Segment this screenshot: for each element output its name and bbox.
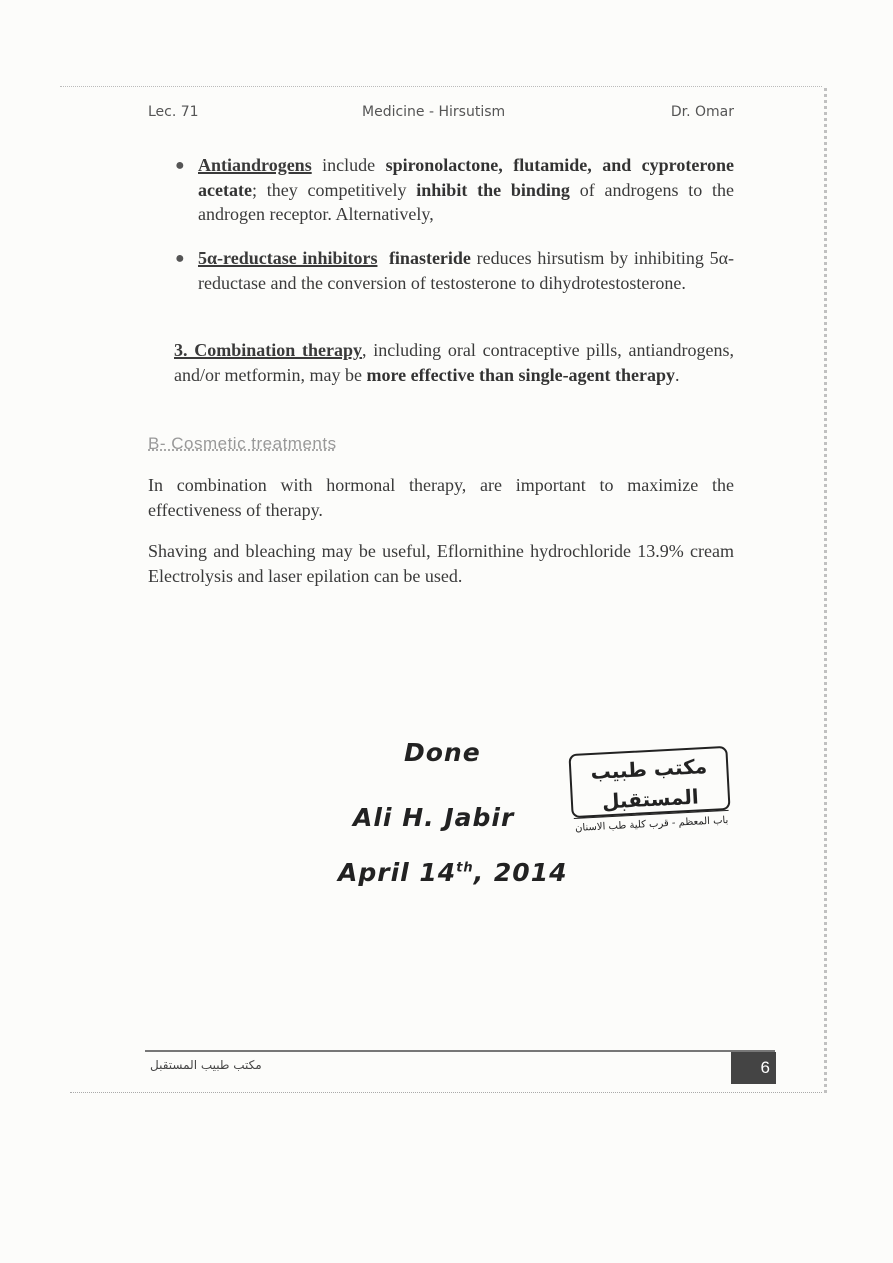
page-number: 6	[731, 1052, 776, 1084]
term-5a-reductase: 5α-reductase inhibitors	[198, 248, 378, 268]
page-border-right	[824, 88, 827, 1093]
paragraph-combination: In combination with hormonal therapy, are important to maximize the effectiveness of therapy.	[148, 475, 734, 520]
page-header	[148, 104, 734, 128]
signature-done: Done	[404, 738, 481, 767]
bullet-dot-icon: ●	[175, 157, 185, 174]
paragraph-shaving: Shaving and bleaching may be useful, Eflornithine hydrochloride 13.9% cream Electrolysis and laser epilation can be used.	[148, 541, 734, 586]
bullet-5a-reductase: 5α-reductase inhibitors finasteride reduces hirsutism by inhibiting 5α-reductase and the conversion of testosterone to dihydrotestosterone.	[198, 248, 735, 293]
stamp-title: مكتب طبيب المستقبل	[571, 750, 729, 819]
page-border-top	[60, 86, 822, 87]
section-title-cosmetic: B- Cosmetic treatments	[148, 434, 337, 453]
page-border-bottom	[70, 1092, 822, 1093]
office-stamp	[568, 746, 730, 834]
signature-date: April 14th, 2014	[338, 858, 568, 887]
bullet-dot-icon: ●	[175, 250, 185, 267]
term-combination-therapy: 3. Combination therapy	[174, 340, 362, 360]
footer-office-name: مكتب طبيب المستقبل	[150, 1058, 262, 1072]
bullet-antiandrogens: Antiandrogens include spironolactone, flutamide, and cyproterone acetate; they competitively inhibit the binding of androgens to the androgen receptor. Alternatively,	[198, 155, 735, 224]
header-subject: Medicine - Hirsutism	[362, 104, 506, 120]
combination-therapy: 3. Combination therapy, including oral contraceptive pills, antiandrogens, and/or metformin, may be more effective than single-agent therapy.	[174, 340, 734, 385]
stamp-subtitle: باب المعظم - قرب كلية طب الاسنان	[574, 814, 729, 834]
header-doctor: Dr. Omar	[670, 104, 734, 120]
signature-name: Ali H. Jabir	[353, 803, 515, 832]
footer-divider	[145, 1050, 775, 1052]
term-antiandrogens: Antiandrogens	[198, 155, 312, 175]
header-lecture: Lec. 71	[148, 104, 199, 120]
